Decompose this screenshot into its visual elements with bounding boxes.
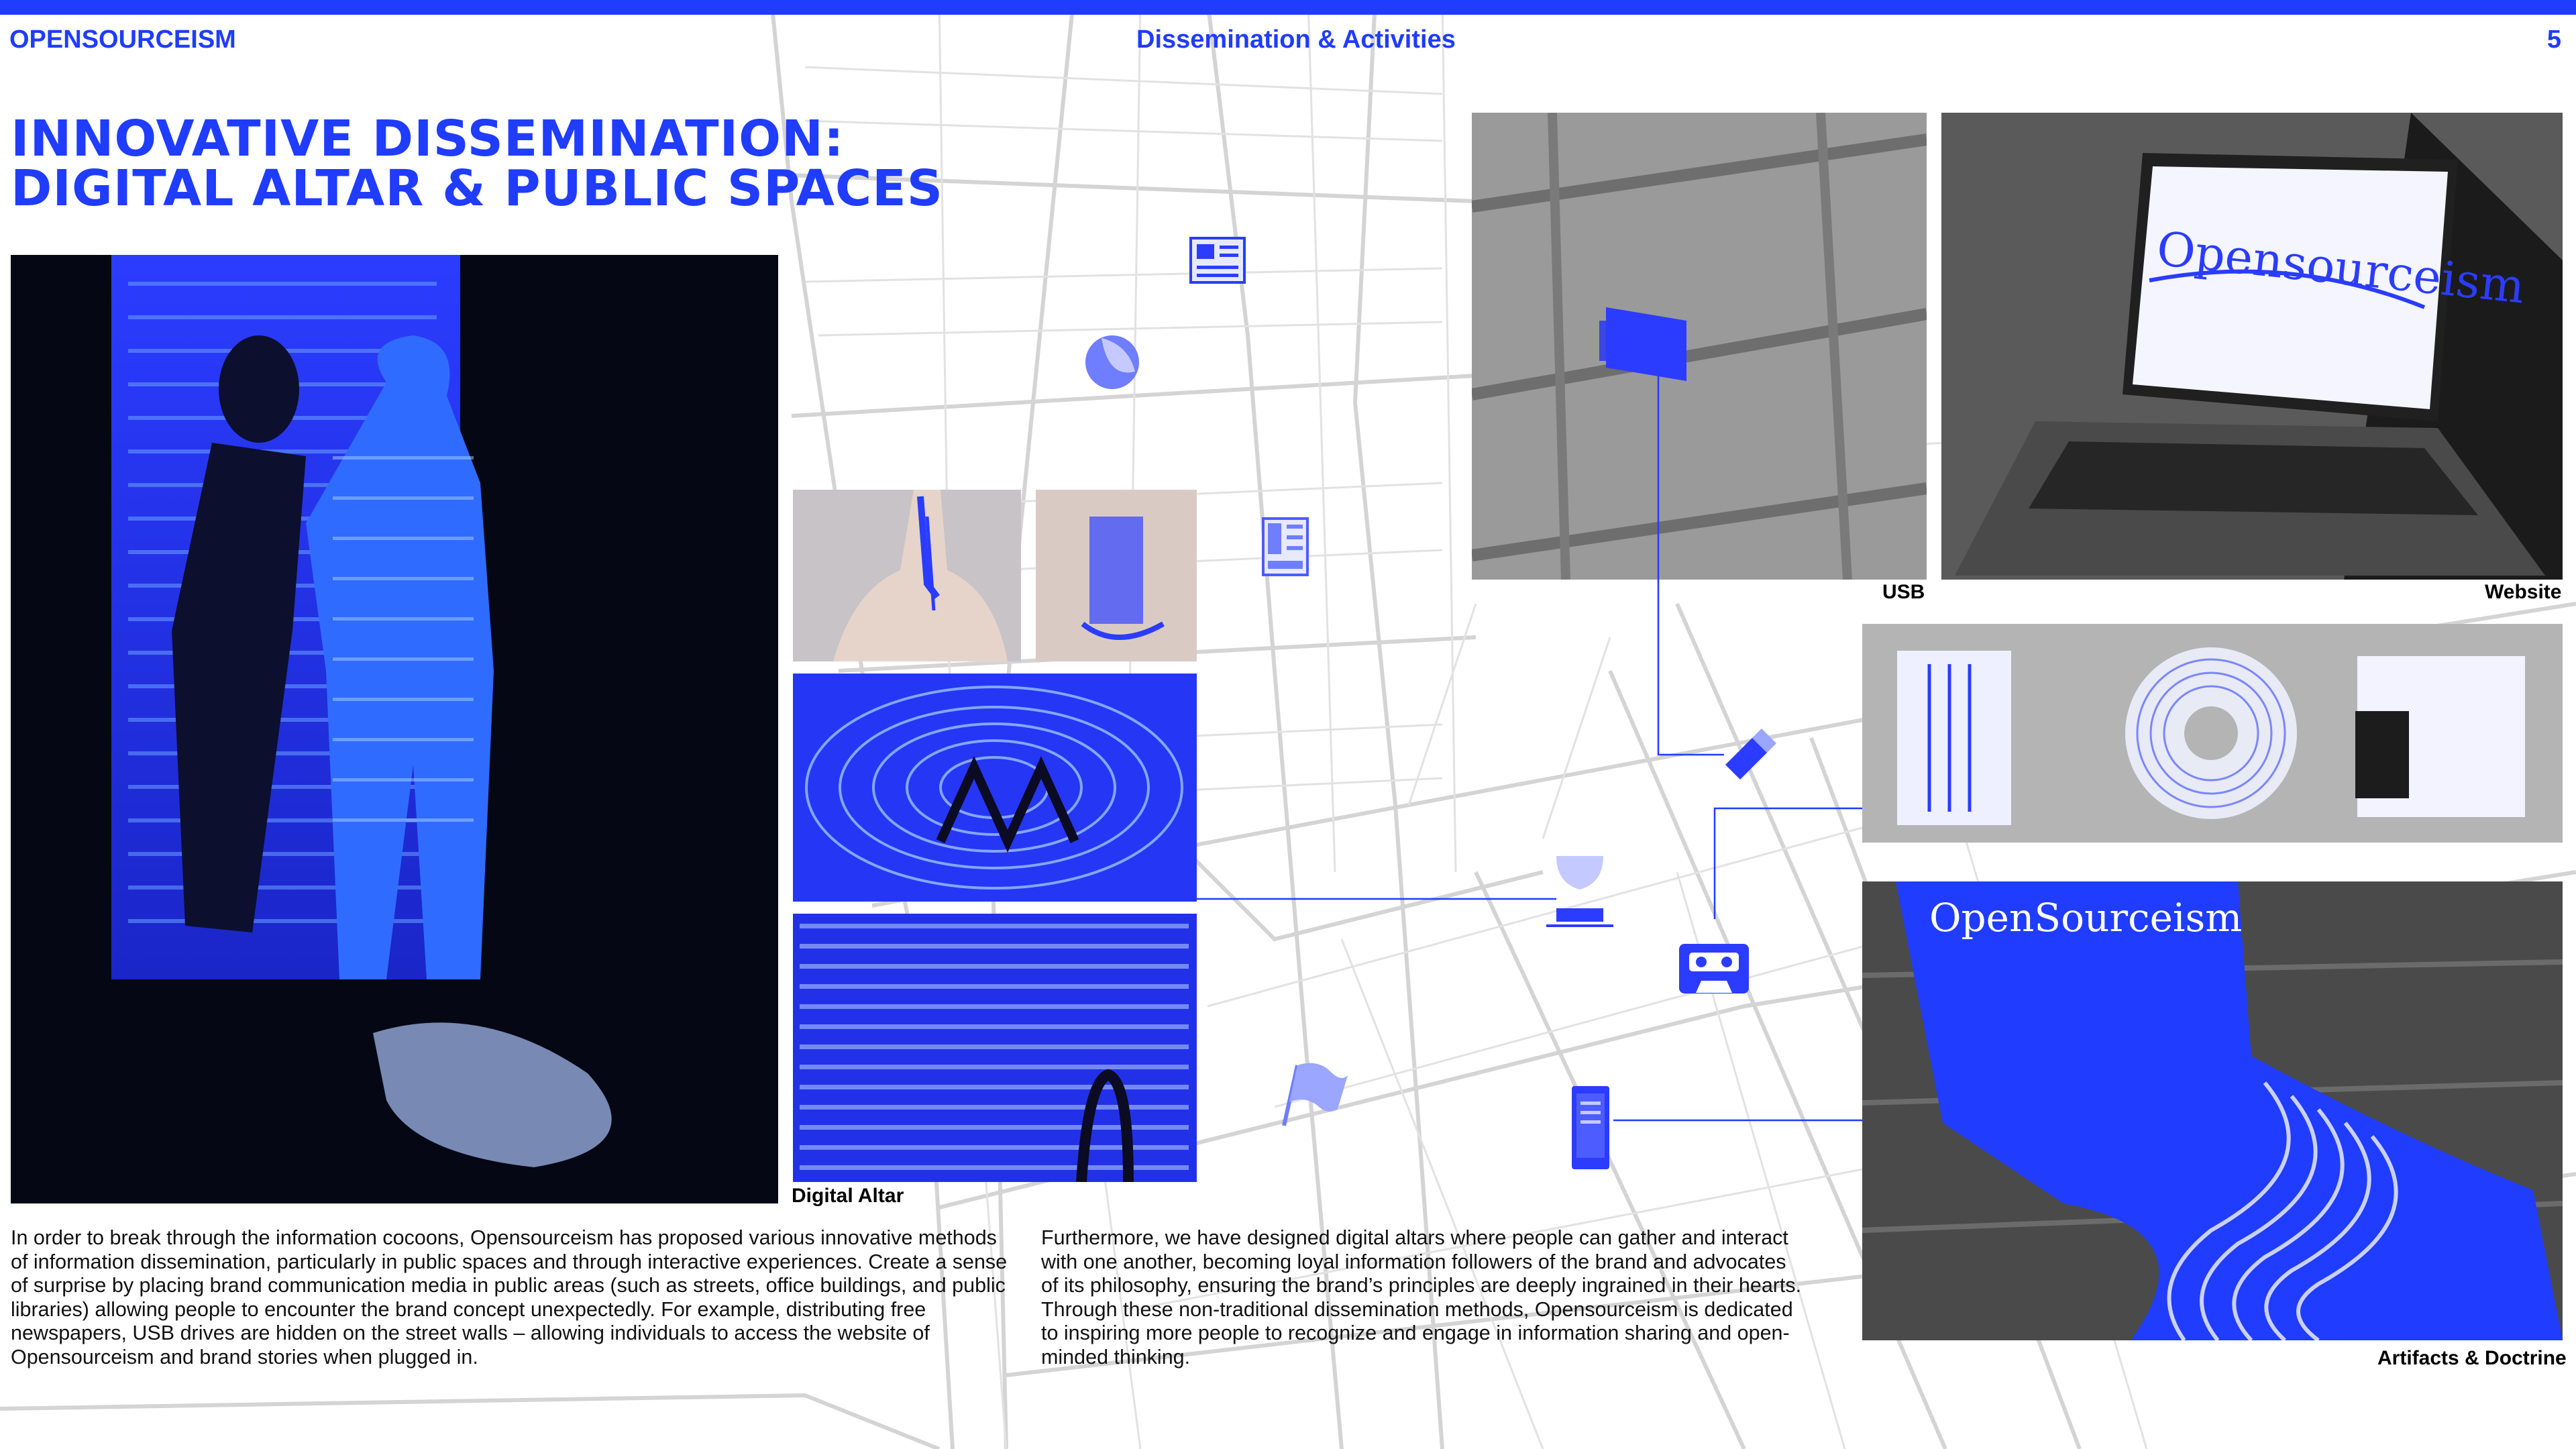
flag-icon [1277, 1059, 1351, 1132]
brand-label: OPENSOURCEISM [9, 25, 236, 54]
website-laptop-photo [1941, 113, 2563, 580]
spiral-altar-photo [793, 674, 1197, 902]
moon-icon [1081, 331, 1143, 393]
usb-wall-photo [1472, 113, 1927, 580]
neck-photo [793, 490, 1021, 661]
section-title: Dissemination & Activities [1136, 25, 1456, 54]
caption-artifacts: Artifacts & Doctrine [2377, 1347, 2567, 1369]
page-title [11, 110, 944, 217]
projection-photo [11, 255, 778, 1203]
cassette-icon [1677, 942, 1751, 996]
title-line-1: INNOVATIVE DISSEMINATION: [11, 110, 845, 168]
body-text-right: Furthermore, we have designed digital altars where people can gather and interact with one another, becoming loyal information followers of the brand and advocates of its philosophy, ensuring the brand’s principles are deeply ingrained in their hearts. Through these non-traditional dissemination methods, Opensourceism is dedicated to inspiring more people to recognize and engage in information sharing and open-minded thinking. [1041, 1226, 1802, 1368]
text-wall-photo [793, 914, 1197, 1182]
title-line-2: DIGITAL ALTAR & PUBLIC SPACES [11, 160, 944, 217]
poster-icon [1261, 517, 1309, 577]
altar-icon [1543, 849, 1617, 930]
artifacts-photo [1862, 624, 2563, 843]
caption-usb: USB [1882, 581, 1925, 603]
banner-stairs-photo [1862, 881, 2563, 1340]
caption-website: Website [2485, 581, 2562, 603]
page-number: 5 [2546, 25, 2561, 54]
phone-icon [1570, 1084, 1611, 1171]
back-photo [1036, 490, 1197, 661]
usb-icon [1721, 727, 1778, 784]
newspaper-icon [1189, 236, 1246, 284]
top-accent-bar [0, 0, 2576, 15]
body-text-left: In order to break through the information cocoons, Opensourceism has proposed various innovative methods of information dissemination, particularly in public spaces and through interactive experiences. Create a sense of surprise by placing brand communication media in public areas (such as streets, office buildings, and public libraries) allowing people to encounter the brand concept unexpectedly. For example, distributing free newspapers, USB drives are hidden on the street walls – allowing individuals to access the website of Opensourceism and brand stories when plugged in. [11, 1226, 1008, 1368]
website-logo-text: Opensourceism [2154, 221, 2528, 315]
caption-digital-altar: Digital Altar [792, 1185, 904, 1207]
banner-logo-text: OpenSourceism [1929, 895, 2243, 941]
